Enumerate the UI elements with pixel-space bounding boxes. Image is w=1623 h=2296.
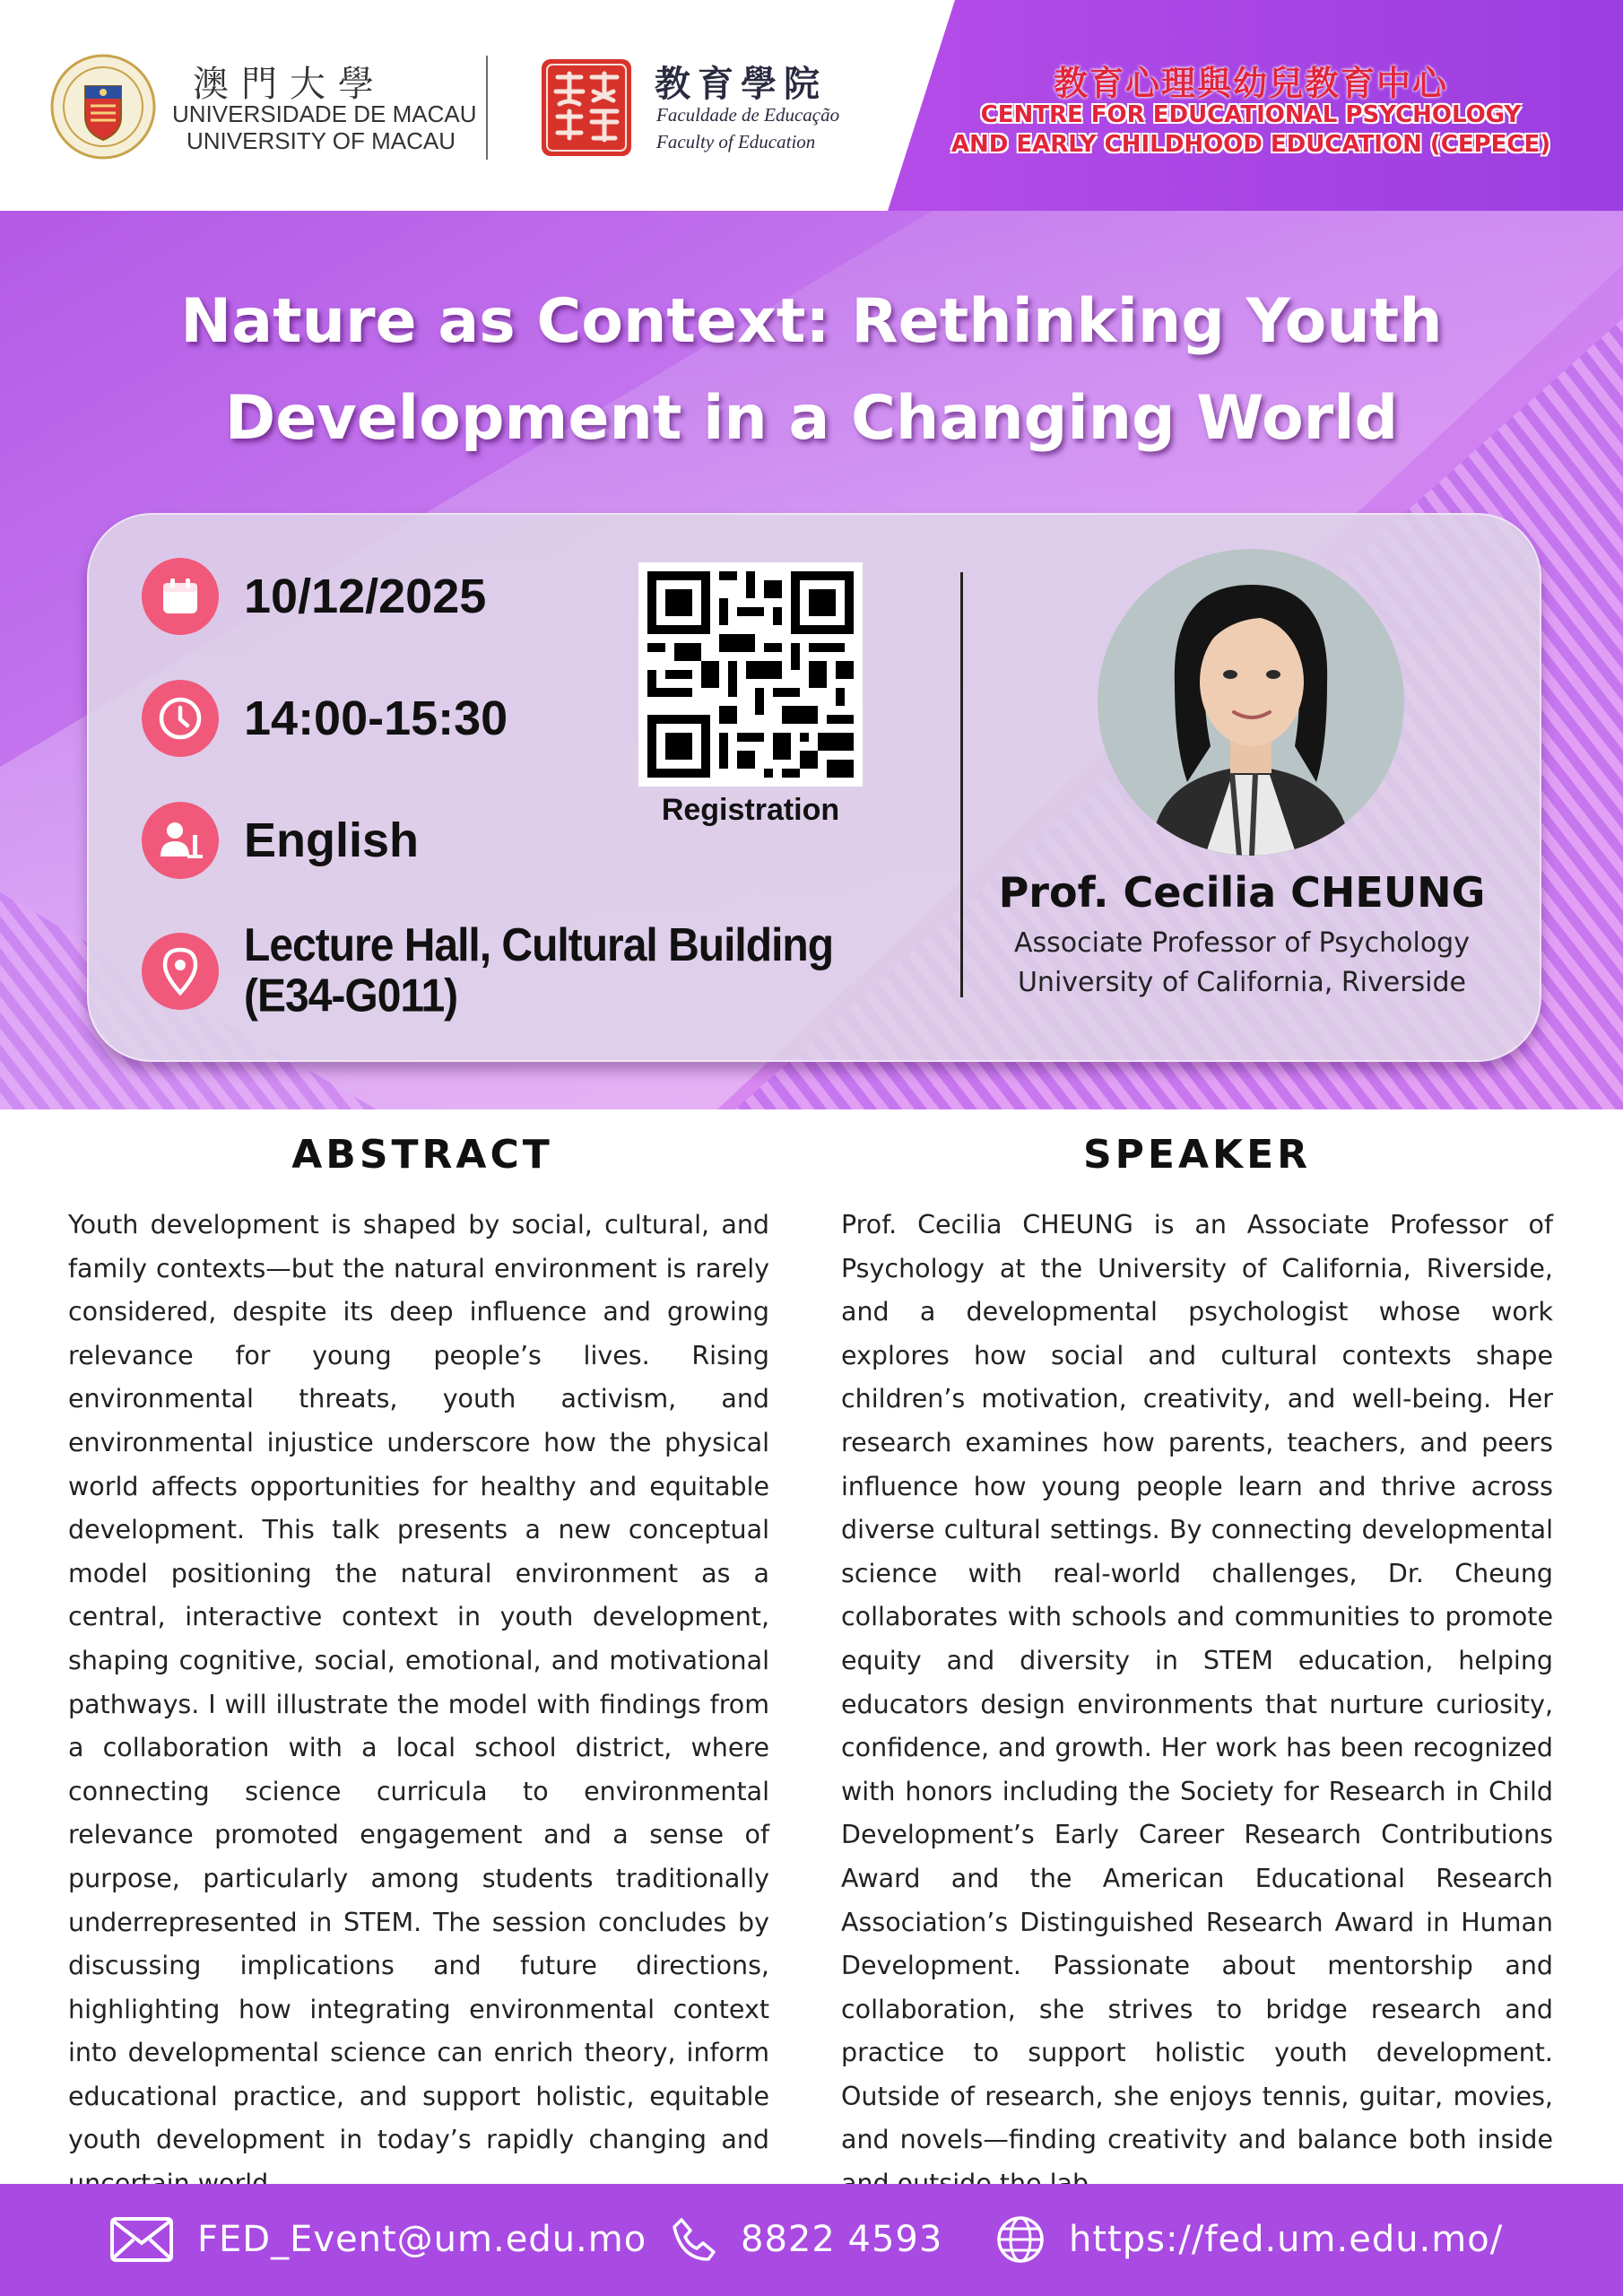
centre-name-english bbox=[897, 100, 1605, 160]
venue-row bbox=[142, 919, 834, 1022]
centre-name-chinese: 教育心理與幼兒教育中心 bbox=[1053, 64, 1448, 103]
um-name-portuguese: UNIVERSIDADE DE MACAU bbox=[172, 100, 477, 127]
footer-phone[interactable] bbox=[671, 2211, 942, 2268]
abstract-heading: ABSTRACT bbox=[291, 1132, 553, 1178]
venue-line2: (E34-G011) bbox=[244, 970, 458, 1022]
event-title-line2: Development in a Changing World bbox=[224, 383, 1399, 454]
venue-line1: Lecture Hall, Cultural Building bbox=[244, 919, 834, 971]
envelope-icon bbox=[109, 2216, 174, 2263]
footer-phone-text: 8822 4593 bbox=[741, 2219, 943, 2260]
card-divider bbox=[960, 572, 963, 997]
language-row bbox=[142, 800, 419, 881]
event-date: 10/12/2025 bbox=[244, 570, 487, 623]
fed-name-english: Faculty of Education bbox=[656, 131, 816, 152]
speaker-icon bbox=[142, 802, 219, 879]
event-title bbox=[90, 274, 1533, 467]
abstract-text: Youth development is shaped by social, cultural, and family contexts—but the natural environment is rarely considered, despite its deep influence and growing relevance for young people’s lives. Rising environmental threats, youth activism, and environmental injustice underscore how the physical world affects opportunities for healthy and equitable development. This talk presents a new conceptual model positioning the natural environment as a central, interactive context in youth development, shaping cognitive, social, emotional, and motivational pathways. I will illustrate the model with findings from a collaboration with a local school district, where connecting science curricula to environmental relevance promoted engagement and a sense of purpose, particularly among students traditionally underrepresented in STEM. The session concludes by discussing implications and future directions, highlighting how integrating environmental context into developmental science can enrich theory, inform educational practice, and support holistic, equitable youth development in today’s rapidly changing and bbox=[68, 1210, 769, 2155]
faculty-of-education-seal-logo bbox=[540, 57, 633, 158]
event-language: English bbox=[244, 813, 420, 867]
footer-website-text: https://fed.um.edu.mo/ bbox=[1069, 2219, 1504, 2260]
speaker-card-role: Associate Professor of Psychology bbox=[1014, 927, 1470, 959]
qr-caption: Registration bbox=[661, 793, 840, 827]
centre-name-english-line1: CENTRE FOR EDUCATIONAL PSYCHOLOGY bbox=[980, 101, 1522, 128]
header bbox=[0, 0, 1623, 211]
speaker-card-name: Prof. Cecilia CHEUNG bbox=[998, 868, 1486, 917]
event-venue bbox=[244, 921, 833, 1022]
speaker-card-affiliation: University of California, Riverside bbox=[1017, 967, 1467, 998]
centre-name-english-line2: AND EARLY CHILDHOOD EDUCATION (CEPECE) bbox=[950, 131, 1551, 158]
speaker-heading: SPEAKER bbox=[1082, 1132, 1312, 1178]
um-name-chinese: 澳門大學 bbox=[193, 64, 386, 105]
header-divider bbox=[486, 56, 488, 160]
calendar-icon bbox=[142, 558, 219, 635]
globe-icon bbox=[995, 2214, 1046, 2265]
event-title-line1: Nature as Context: Rethinking Youth bbox=[180, 286, 1443, 357]
time-row bbox=[142, 678, 508, 759]
registration-qr-code[interactable] bbox=[638, 562, 863, 787]
clock-icon bbox=[142, 680, 219, 757]
phone-icon bbox=[671, 2216, 717, 2263]
footer-email-text: FED_Event@um.edu.mo bbox=[197, 2219, 647, 2260]
footer-email[interactable] bbox=[109, 2211, 647, 2268]
fed-name-portuguese: Faculdade de Educação bbox=[656, 104, 840, 126]
footer-contact-bar bbox=[0, 2184, 1623, 2296]
um-name-english: UNIVERSITY OF MACAU bbox=[187, 127, 456, 154]
fed-name-chinese: 教育學院 bbox=[655, 63, 827, 105]
event-time: 14:00-15:30 bbox=[244, 691, 508, 745]
footer-website[interactable] bbox=[995, 2211, 1503, 2268]
speaker-bio-text: Prof. Cecilia CHEUNG is an Associate Professor of Psychology at the University of California, Riverside, and a developmental psychologist whose work explores how social and cultural contexts shape children’s motivation, creativity, and well-being. Her research examines how parents, teachers, and peers influence how young people learn and thrive across diverse cultural settings. By connecting developmental science with real-world challenges, Dr. Cheung collaborates with schools and communities to promote equity and diversity in STEM education, helping educators design environments that nurture curiosity, confidence, and growth. Her work has been recognized with honors including the Society for Research in Child Development’s Early Career Research Contributions Award and the American Educational Research Association’s Distinguished Research Award in Human Development. Passionate about mentorship and collaboration, she strives to bridge research and practice to support holistic youth development. Outside of research, she enjoys tennis, guitar, movies, and novels—finding creativity and balance both inside bbox=[841, 1210, 1553, 2155]
university-of-macau-seal-logo bbox=[50, 54, 156, 160]
speaker-photo bbox=[1098, 549, 1404, 856]
date-row bbox=[142, 556, 486, 637]
location-pin-icon bbox=[142, 933, 219, 1010]
